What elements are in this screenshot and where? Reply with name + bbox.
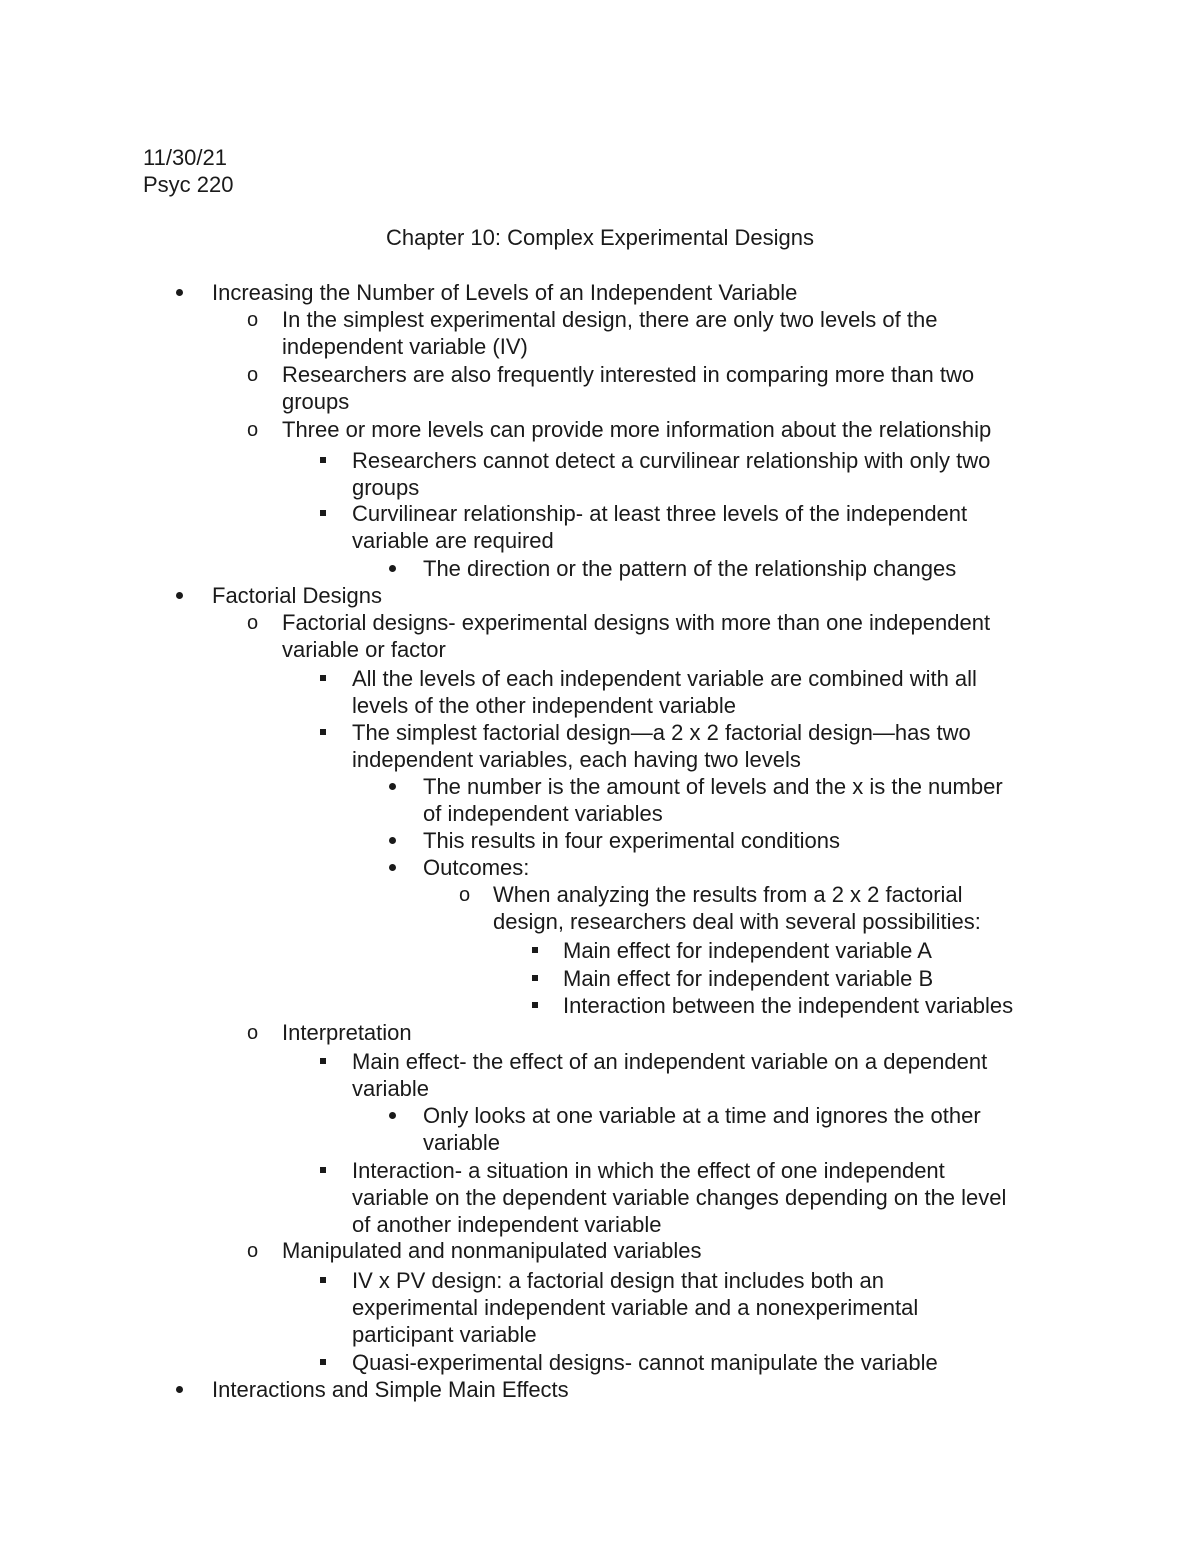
date-line: 11/30/21	[143, 145, 228, 170]
outline-item	[423, 555, 1080, 582]
outline-item-text: Main effect for independent variable A	[563, 938, 932, 963]
outline-item	[352, 500, 1080, 554]
bullet-circle-icon: o	[459, 884, 471, 906]
bullet-dot-icon	[176, 1386, 183, 1393]
outline-item	[352, 1267, 1080, 1348]
outline-item	[352, 719, 1080, 773]
outline-item-text: Main effect- the effect of an independent variable on a dependent variable	[352, 1049, 988, 1101]
outline-item-text: When analyzing the results from a 2 x 2 factorial design, researchers deal with several possibilities:	[493, 882, 981, 934]
outline-item	[282, 416, 1080, 443]
outline-item	[282, 1019, 1080, 1046]
course-line: Psyc 220	[143, 172, 234, 197]
outline-item-text: Outcomes:	[423, 855, 530, 880]
outline-item-text: Manipulated and nonmanipulated variables	[282, 1238, 702, 1263]
outline-item-text: Only looks at one variable at a time and ignores the other variable	[423, 1103, 981, 1155]
outline-item	[423, 773, 1080, 827]
outline-item-text: All the levels of each independent variable are combined with all levels of the other independent variable	[352, 666, 977, 718]
outline-item	[423, 1102, 1080, 1156]
bullet-dot-icon	[176, 289, 183, 296]
outline-item-text: Factorial designs- experimental designs with more than one independent variable or factor	[282, 610, 991, 662]
bullet-dot-icon	[389, 864, 396, 871]
bullet-square-icon	[320, 729, 326, 735]
bullet-circle-icon: o	[247, 1022, 259, 1044]
bullet-square-icon	[320, 1277, 326, 1283]
bullet-square-icon	[320, 1359, 326, 1365]
outline-item	[212, 279, 1080, 306]
outline-item	[352, 1157, 1080, 1238]
bullet-square-icon	[320, 1058, 326, 1064]
outline-item-text: Main effect for independent variable B	[563, 966, 934, 991]
outline-item-text: Increasing the Number of Levels of an Independent Variable	[212, 280, 798, 305]
bullet-dot-icon	[389, 783, 396, 790]
bullet-square-icon	[320, 675, 326, 681]
bullet-circle-icon: o	[247, 612, 259, 634]
outline-item-text: The simplest factorial design—a 2 x 2 factorial design—has two independent variables, each having two levels	[352, 720, 971, 772]
bullet-square-icon	[320, 457, 326, 463]
page-title: Chapter 10: Complex Experimental Designs	[386, 225, 814, 250]
bullet-square-icon	[532, 1002, 538, 1008]
outline-item-text: The direction or the pattern of the relationship changes	[423, 556, 957, 581]
outline-item-text: Quasi-experimental designs- cannot manipulate the variable	[352, 1350, 938, 1375]
outline-item	[352, 1048, 1080, 1102]
outline-item	[563, 937, 1080, 964]
bullet-square-icon	[320, 510, 326, 516]
bullet-circle-icon: o	[247, 309, 259, 331]
bullet-square-icon	[320, 1167, 326, 1173]
outline-item-text: In the simplest experimental design, there are only two levels of the independent variable (IV)	[282, 307, 938, 359]
outline-item	[282, 609, 1080, 663]
outline-item	[352, 665, 1080, 719]
bullet-dot-icon	[389, 1112, 396, 1119]
bullet-circle-icon: o	[247, 419, 259, 441]
outline-item	[352, 447, 1080, 501]
bullet-dot-icon	[389, 565, 396, 572]
outline-item	[212, 1376, 1080, 1403]
outline-item	[282, 1237, 1080, 1264]
outline-item-text: IV x PV design: a factorial design that includes both an experimental independent variable and a nonexperimental participant variable	[352, 1268, 919, 1347]
bullet-square-icon	[532, 947, 538, 953]
bullet-square-icon	[532, 975, 538, 981]
outline-item-text: Interaction- a situation in which the effect of one independent variable on the dependent variable changes depending on the level of another independent variable	[352, 1158, 1007, 1237]
outline-item	[282, 361, 1080, 415]
bullet-circle-icon: o	[247, 1240, 259, 1262]
outline-item	[212, 582, 1080, 609]
bullet-dot-icon	[389, 837, 396, 844]
outline-item-text: Factorial Designs	[212, 583, 382, 608]
outline-item-text: Interactions and Simple Main Effects	[212, 1377, 569, 1402]
outline-item-text: Interpretation	[282, 1020, 412, 1045]
outline-item-text: Researchers cannot detect a curvilinear relationship with only two groups	[352, 448, 991, 500]
outline-item-text: Three or more levels can provide more information about the relationship	[282, 417, 992, 442]
outline-item-text: Interaction between the independent variables	[563, 993, 1014, 1018]
outline-item-text: Curvilinear relationship- at least three levels of the independent variable are required	[352, 501, 968, 553]
outline-item-text: Researchers are also frequently interested in comparing more than two groups	[282, 362, 975, 414]
outline-item	[563, 992, 1080, 1019]
outline-item	[493, 881, 1080, 935]
outline-item-text: The number is the amount of levels and the x is the number of independent variables	[423, 774, 1003, 826]
outline-item	[563, 965, 1080, 992]
outline-item-text: This results in four experimental conditions	[423, 828, 840, 853]
outline-item	[282, 306, 1080, 360]
bullet-circle-icon: o	[247, 364, 259, 386]
bullet-dot-icon	[176, 592, 183, 599]
outline-item	[423, 827, 1080, 854]
outline-item	[423, 854, 1080, 881]
outline-item	[352, 1349, 1080, 1376]
